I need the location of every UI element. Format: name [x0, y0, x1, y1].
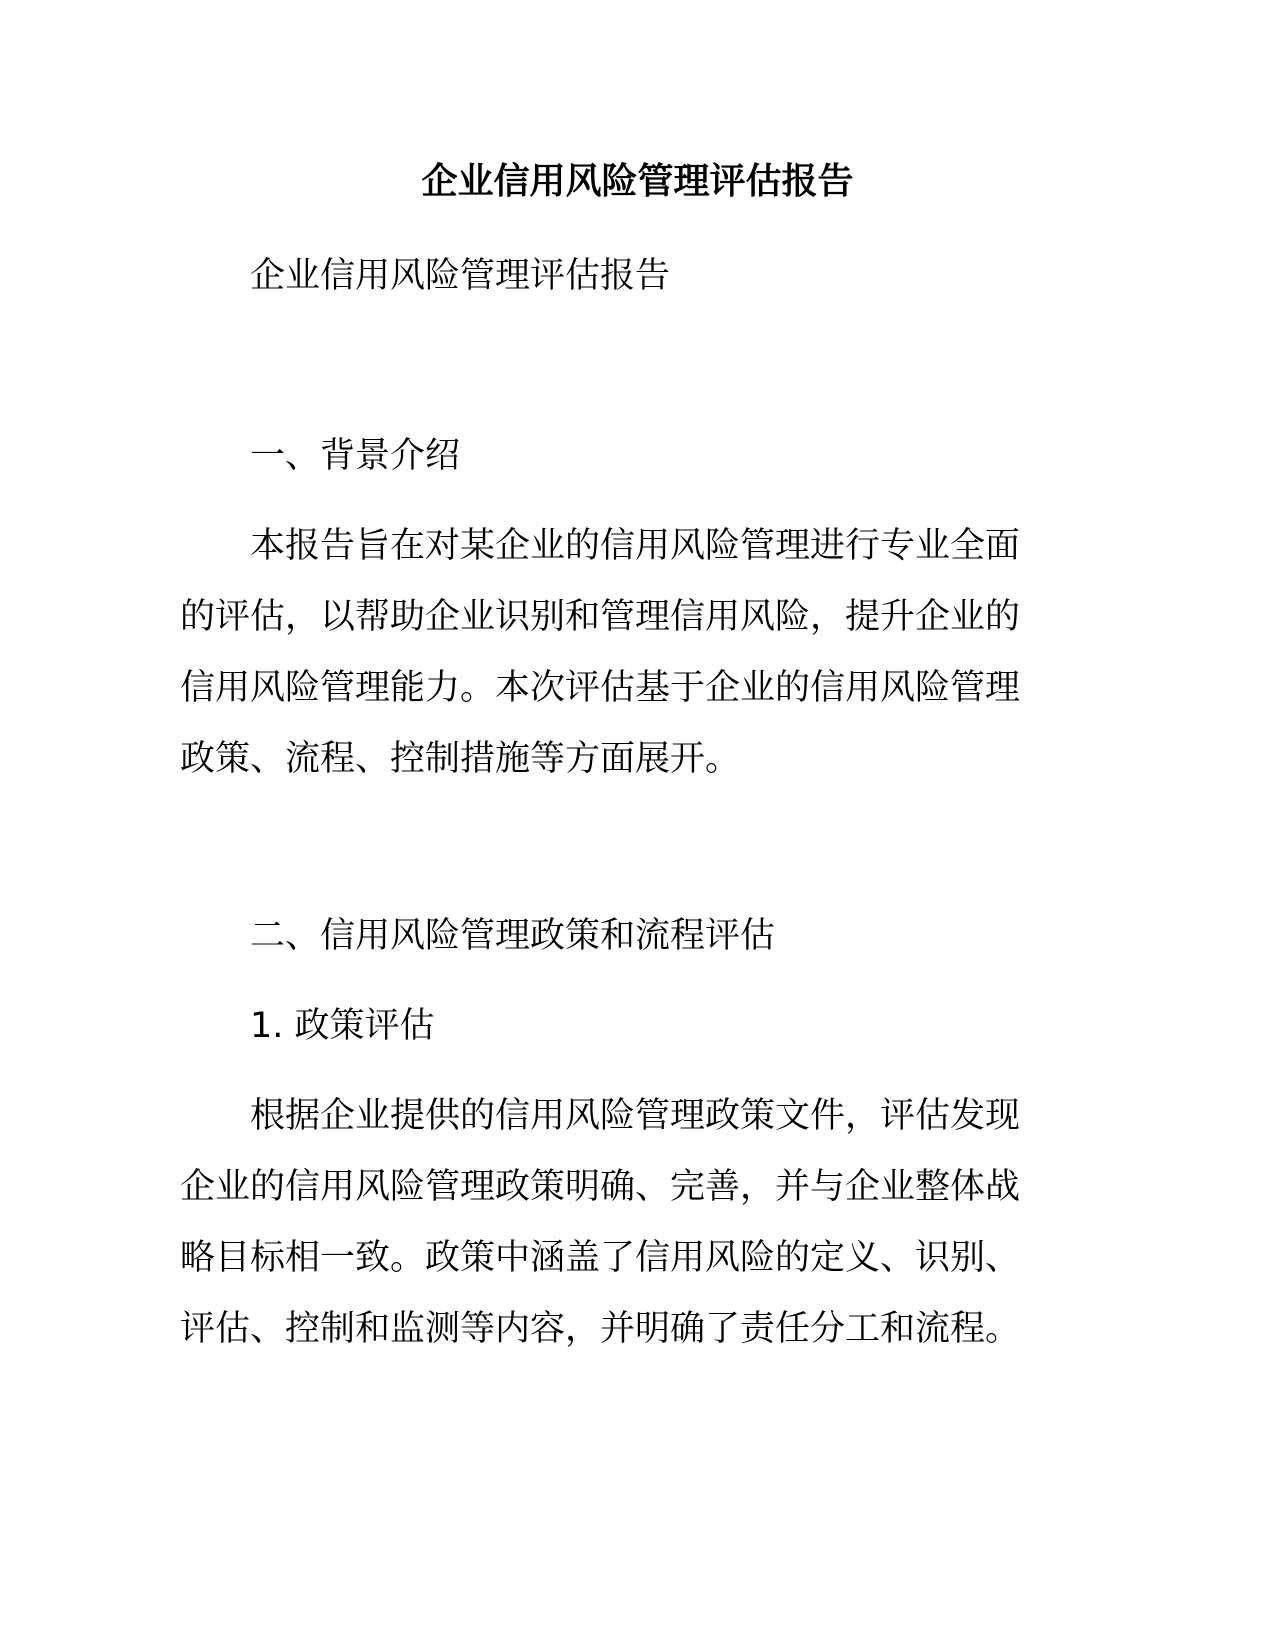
subsection-heading-policy: 1. 政策评估 [250, 1006, 435, 1046]
section-heading-background: 一、背景介绍 [250, 436, 461, 476]
document-title: 企业信用风险管理评估报告 [421, 161, 854, 202]
paragraph-line: 根据企业提供的信用风险管理政策文件，评估发现 [250, 1096, 1021, 1136]
document-subtitle: 企业信用风险管理评估报告 [250, 256, 671, 296]
paragraph-line: 略目标相一致。政策中涵盖了信用风险的定义、识别、 [180, 1238, 1021, 1278]
section-heading-policy-process: 二、信用风险管理政策和流程评估 [250, 916, 776, 956]
paragraph-line: 信用风险管理能力。本次评估基于企业的信用风险管理 [180, 668, 1021, 708]
paragraph-line: 评估、控制和监测等内容，并明确了责任分工和流程。 [180, 1309, 1021, 1349]
paragraph-line: 政策、流程、控制措施等方面展开。 [180, 739, 741, 779]
paragraph-line: 本报告旨在对某企业的信用风险管理进行专业全面 [250, 526, 1021, 566]
paragraph-line: 的评估，以帮助企业识别和管理信用风险，提升企业的 [180, 597, 1021, 637]
paragraph-line: 企业的信用风险管理政策明确、完善，并与企业整体战 [180, 1167, 1021, 1207]
